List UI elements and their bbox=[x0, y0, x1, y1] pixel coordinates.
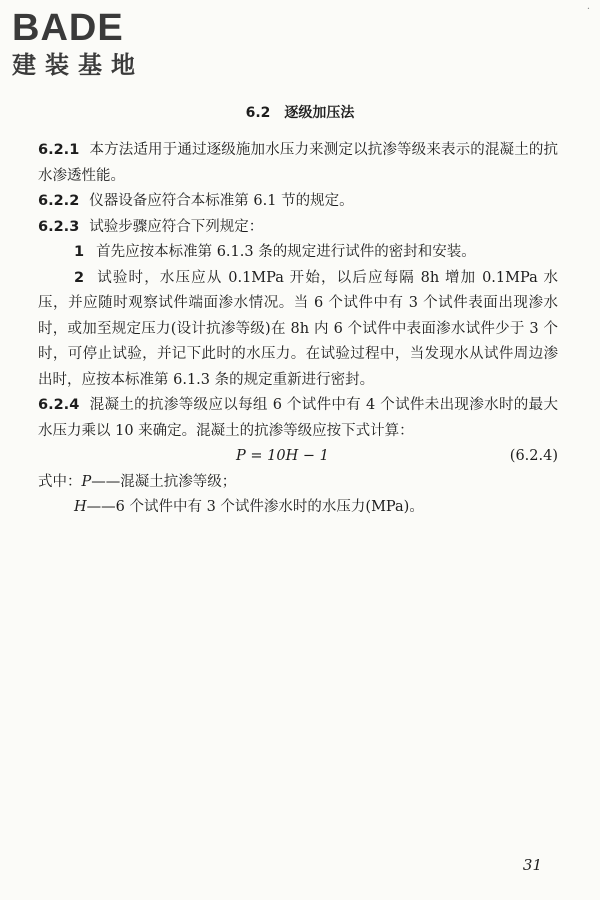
item-text: 试验时，水压应从 0.1MPa 开始，以后应每隔 8h 增加 0.1MPa 水压，并应随时观察试件端面渗水情况。当 6 个试件中有 3 个试件表面出现渗水时，或加至规定压力(设计抗渗等级)在 8h 内 6 个试件中表面渗水试件少于 3 个时，可停止试验，并记下此时的水压力。在试验过程中，当发现水从试件周边渗出时，应按本标准第 6.1.3 条的规定重新进行密封。 bbox=[38, 269, 558, 388]
symbol-p: P bbox=[81, 473, 92, 490]
clause-text: 仪器设备应符合本标准第 6.1 节的规定。 bbox=[89, 193, 354, 209]
logo-wordmark: BADE bbox=[12, 7, 124, 49]
clause-number: 6.2.4 bbox=[38, 397, 80, 413]
clause-number: 6.2.2 bbox=[38, 193, 80, 209]
clause-6-2-1 bbox=[38, 138, 558, 189]
item-number: 1 bbox=[74, 244, 85, 260]
clause-6-2-3-item-1 bbox=[38, 240, 558, 266]
symbol-p-definition: ——混凝土抗渗等级； bbox=[91, 473, 237, 490]
section-title: 逐级加压法 bbox=[284, 105, 355, 121]
clause-6-2-3-item-2 bbox=[38, 266, 558, 394]
symbol-h-definition: ——6 个试件中有 3 个试件渗水时的水压力(MPa)。 bbox=[86, 499, 424, 515]
bade-logo bbox=[12, 8, 182, 80]
clause-text: 本方法适用于通过逐级施加水压力来测定以抗渗等级来表示的混凝土的抗水渗透性能。 bbox=[38, 142, 558, 184]
clause-6-2-2 bbox=[38, 189, 558, 215]
logo-chinese-name: 建装基地 bbox=[12, 51, 144, 79]
clause-text: 混凝土的抗渗等级应以每组 6 个试件中有 4 个试件未出现渗水时的最大水压力乘以 10 来确定。混凝土的抗渗等级应按下式计算： bbox=[38, 397, 558, 439]
item-number: 2 bbox=[74, 269, 85, 286]
clause-number: 6.2.1 bbox=[38, 142, 80, 158]
corner-mark: · bbox=[586, 4, 590, 15]
formula-number: (6.2.4) bbox=[509, 448, 558, 464]
document-body bbox=[38, 138, 558, 521]
section-number: 6.2 bbox=[245, 105, 271, 121]
clause-6-2-3 bbox=[38, 215, 558, 241]
formula-expression: P = 10H − 1 bbox=[236, 448, 329, 464]
section-heading bbox=[0, 102, 600, 122]
formula-where-h bbox=[38, 495, 558, 521]
clause-6-2-4 bbox=[38, 393, 558, 444]
formula-6-2-4 bbox=[38, 444, 558, 470]
item-text: 首先应按本标准第 6.1.3 条的规定进行试件的密封和安装。 bbox=[96, 244, 476, 260]
clause-text: 试验步骤应符合下列规定： bbox=[89, 218, 264, 235]
where-label: 式中： bbox=[38, 473, 82, 490]
clause-number: 6.2.3 bbox=[38, 218, 80, 235]
page-number: 31 bbox=[522, 856, 542, 874]
formula-where-p bbox=[38, 470, 558, 496]
symbol-h: H bbox=[74, 499, 87, 515]
